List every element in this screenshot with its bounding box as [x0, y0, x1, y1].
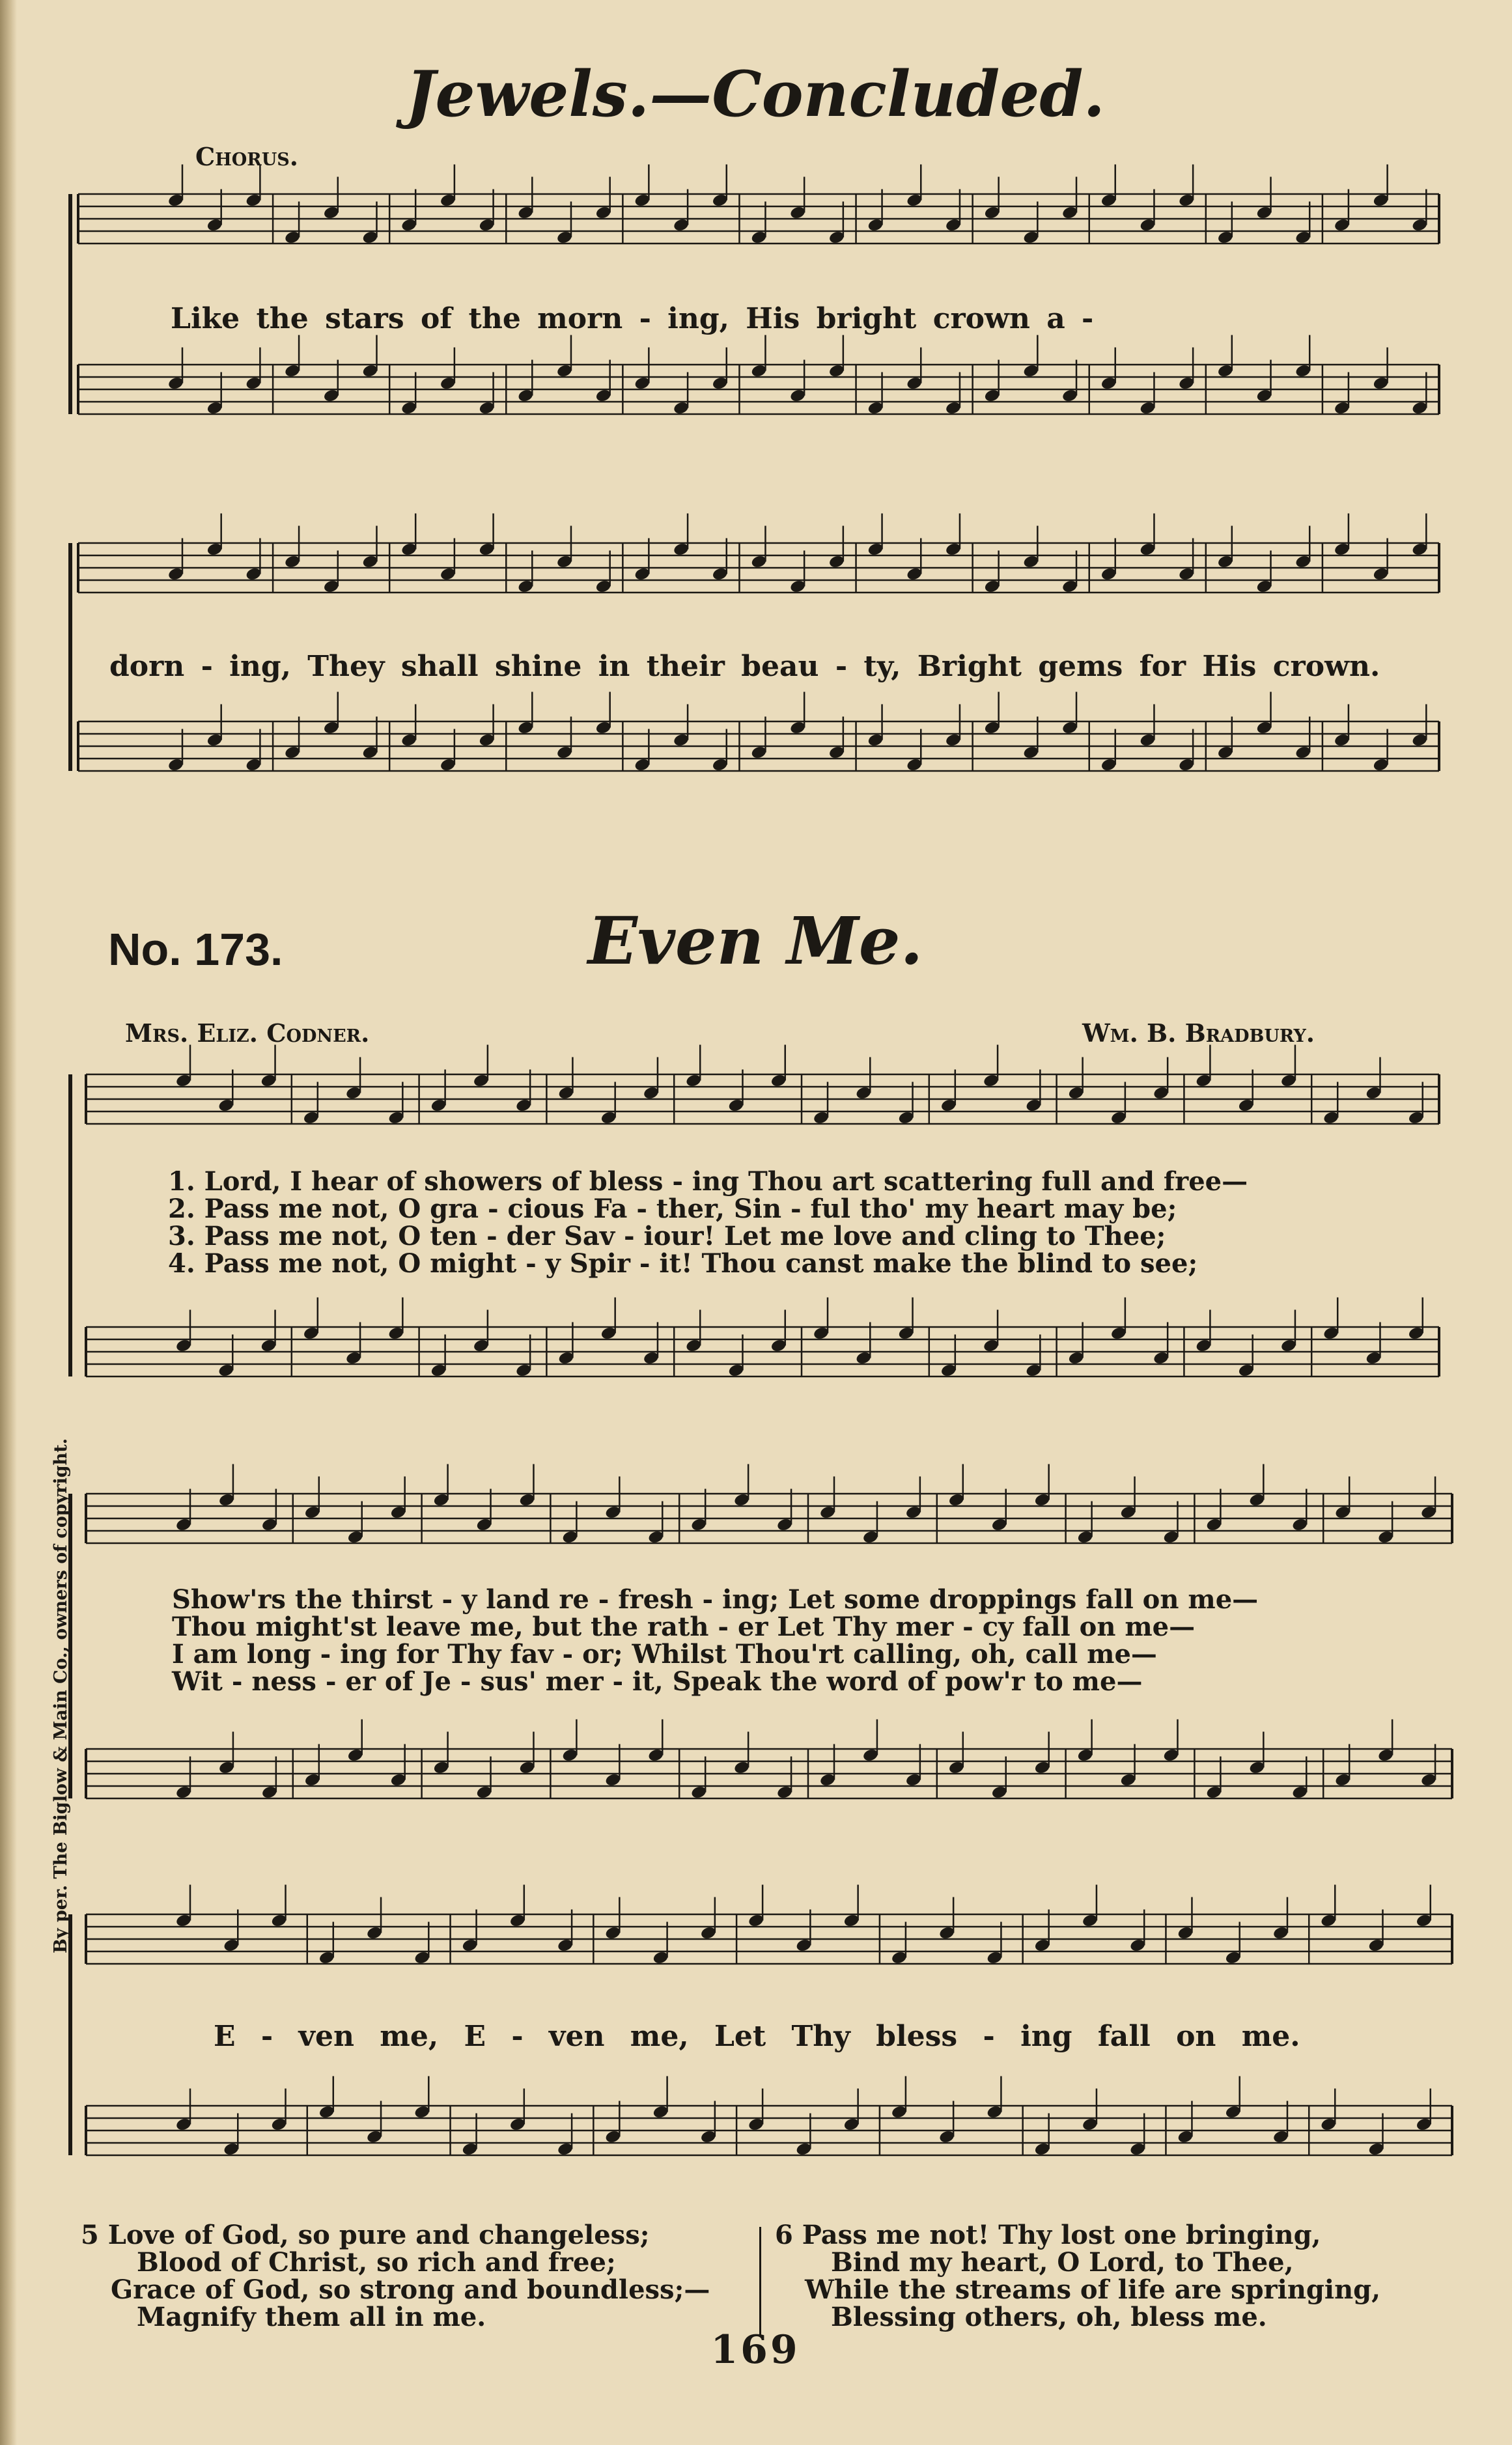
hymn-number: No. 173. [108, 924, 283, 975]
hymn-title: Even Me. [587, 902, 923, 979]
verse-line: 6 Pass me not! Thy lost one bringing, [775, 2220, 1321, 2250]
verses-block-b [172, 1586, 1258, 1696]
verse-6 [775, 2222, 1380, 2331]
verse-line: Grace of God, so strong and boundless;— [111, 2274, 710, 2305]
hymn-composer: Wm. B. Bradbury. [1082, 1018, 1315, 1048]
refrain-lyrics: E - ven me, E - ven me, Let Thy bless - ing fall on me. [214, 2020, 1300, 2053]
verse-line: While the streams of life are springing, [805, 2274, 1381, 2305]
page-number: 169 [710, 2327, 800, 2373]
verse-line: 2. Pass me not, O gra - cious Fa - ther, Sin - ful tho' my heart may be; [168, 1194, 1177, 1224]
copyright-notice: By per. The Biglow & Main Co., owners of copyright. [51, 1438, 71, 1953]
verses-block-a [168, 1168, 1248, 1278]
verse-line: Thou might'st leave me, but the rath - er Let Thy mer - cy fall on me— [172, 1612, 1196, 1642]
verse-line: Blood of Christ, so rich and free; [137, 2247, 616, 2278]
verse-line: Wit - ness - er of Je - sus' mer - it, Speak the word of pow'r to me— [172, 1666, 1143, 1697]
verse-line: Blessing others, oh, bless me. [831, 2302, 1267, 2332]
hymn-author: Mrs. Eliz. Codner. [125, 1018, 370, 1048]
verse-5 [81, 2222, 710, 2331]
chorus-lyrics-line-2: dorn - ing, They shall shine in their beau - ty, Bright gems for His crown. [109, 650, 1380, 683]
verse-line: I am long - ing for Thy fav - or; Whilst Thou'rt calling, oh, call me— [172, 1639, 1157, 1670]
verse-line: Bind my heart, O Lord, to Thee, [831, 2247, 1294, 2278]
verse-line: 5 Love of God, so pure and changeless; [81, 2220, 650, 2250]
chorus-lyrics-line-1: Like the stars of the morn - ing, His bright crown a - [171, 302, 1094, 335]
verse-line: Show'rs the thirst - y land re - fresh - ing; Let some droppings fall on me— [172, 1584, 1259, 1615]
verse-divider [759, 2227, 761, 2336]
verse-line: 1. Lord, I hear of showers of bless - ing Thou art scattering full and free— [168, 1166, 1248, 1197]
verse-line: 4. Pass me not, O might - y Spir - it! Thou canst make the blind to see; [168, 1248, 1198, 1279]
chorus-label: Chorus. [195, 142, 298, 171]
verse-line: 3. Pass me not, O ten - der Sav - iour! Let me love and cling to Thee; [168, 1221, 1166, 1251]
verse-line: Magnify them all in me. [137, 2302, 486, 2332]
section-title: Jewels.—Concluded. [406, 57, 1105, 131]
